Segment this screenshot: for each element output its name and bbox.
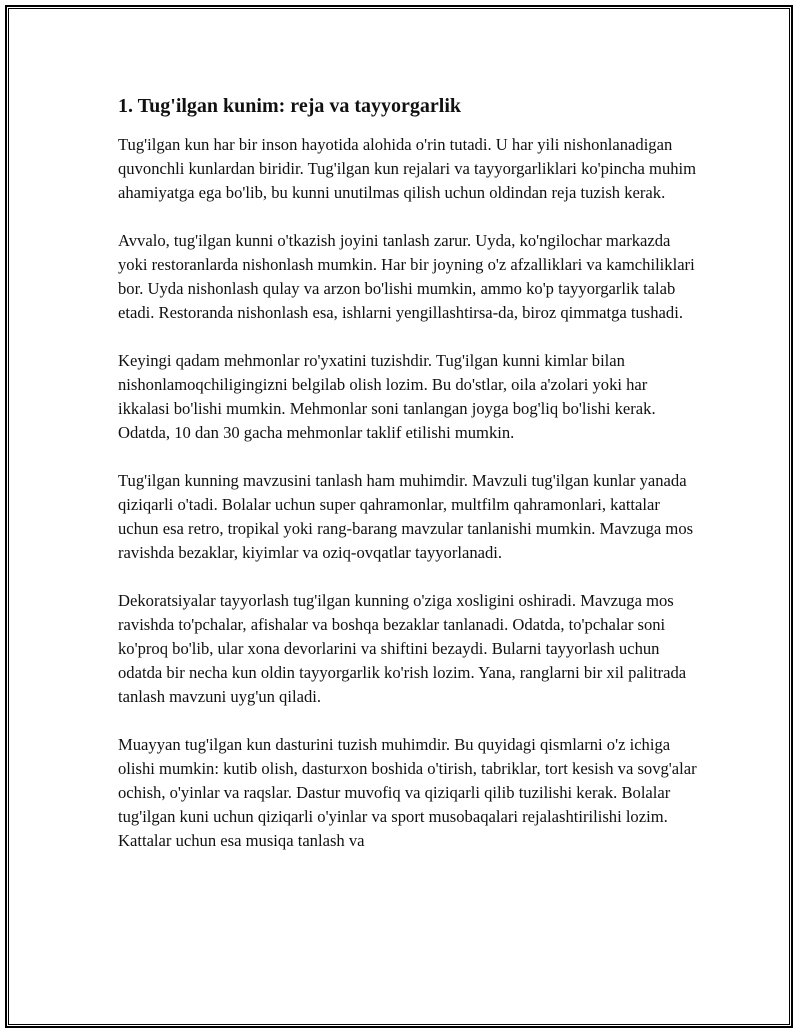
paragraph: Tug'ilgan kunning mavzusini tanlash ham muhimdir. Mavzuli tug'ilgan kunlar yanada qiziqarli o'tadi. Bolalar uchun super qahramonlar, multfilm qahramonlari, kattalar uchun esa retro, tropikal yoki rang-barang mavzular tanlanishi mumkin. Mavzuga mos ravishda bezaklar, kiyimlar va oziq-ovqatlar tayyorlanadi.	[118, 471, 694, 562]
section-heading: 1. Tug'ilgan kunim: reja va tayyorgarlik	[118, 95, 462, 117]
paragraph: Tug'ilgan kun har bir inson hayotida alohida o'rin tutadi. U har yili nishonlanadigan quvonchli kunlardan biridir. Tug'ilgan kun rejalari va tayyorgarliklari ko'pincha muhim ahamiyatga ega bo'lib, bu kunni unutilmas qilish uchun oldindan reja tuzish kerak.	[118, 135, 697, 202]
paragraph: Avvalo, tug'ilgan kunni o'tkazish joyini tanlash zarur. Uyda, ko'ngilochar markazda yoki restoranlarda nishonlash mumkin. Har bir joyning o'z afzalliklari va kamchiliklari bor. Uyda nishonlash qulay va arzon bo'lishi mumkin, ammo ko'p tayyorgarlik talab etadi. Restoranda nishonlash esa, ishlarni yengillashtirsa-da, biroz qimmatga tushadi.	[118, 231, 695, 322]
paragraph: Muayyan tug'ilgan kun dasturini tuzish muhimdir. Bu quyidagi qismlarni o'z ichiga olishi mumkin: kutib olish, dasturxon boshida o'tirish, tabriklar, tort kesish va sovg'alar ochish, o'yinlar va raqslar. Dastur muvofiq va qiziqarli qilib tuzilishi kerak. Bolalar tug'ilgan kuni uchun qiziqarli o'yinlar va sport musobaqalari rejalashtirilishi lozim. Kattalar uchun esa musiqa tanlash va	[118, 735, 697, 850]
paragraph: Keyingi qadam mehmonlar ro'yxatini tuzishdir. Tug'ilgan kunni kimlar bilan nishonlamoqchiligingizni belgilab olish lozim. Bu do'stlar, oila a'zolari yoki har ikkalasi bo'lishi mumkin. Mehmonlar soni tanlangan joyga bog'liq bo'lishi kerak. Odatda, 10 dan 30 gacha mehmonlar taklif etilishi mumkin.	[118, 351, 656, 442]
paragraph: Dekoratsiyalar tayyorlash tug'ilgan kunning o'ziga xosligini oshiradi. Mavzuga mos ravishda to'pchalar, afishalar va boshqa bezaklar tanlanadi. Odatda, to'pchalar soni ko'proq bo'lib, ular xona devorlarini va shiftini bezaydi. Bularni tayyorlash uchun odatda bir necha kun oldin tayyorgarlik ko'rish lozim. Yana, ranglarni bir xil palitrada tanlash mavzuni uyg'un qiladi.	[118, 591, 687, 706]
document-body	[118, 92, 698, 877]
